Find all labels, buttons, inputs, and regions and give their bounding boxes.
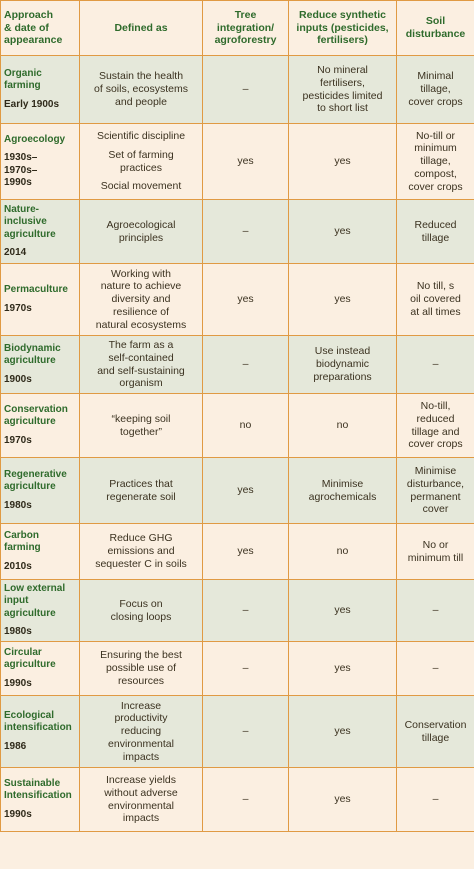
header-tree-integration: Tree integration/ agroforestry <box>203 1 289 56</box>
cell-soil-disturbance: No or minimum till <box>397 524 474 580</box>
cell-defined-as: Scientific discipline Set of farming practices Social movement <box>80 124 203 200</box>
approach-name: Conservation agriculture <box>4 404 68 428</box>
cell-defined-as: Focus on closing loops <box>80 580 203 642</box>
table-row <box>1 394 474 458</box>
cell-soil-disturbance: Minimal tillage, cover crops <box>397 56 474 124</box>
cell-defined-as: “keeping soil together” <box>80 394 203 458</box>
approach-date: 1930s– 1970s– 1990s <box>4 152 38 188</box>
approach-name: Nature- inclusive agriculture <box>4 204 56 240</box>
cell-soil-disturbance: Minimise disturbance, permanent cover <box>397 458 474 524</box>
cell-tree-integration: – <box>203 56 289 124</box>
cell-approach <box>1 696 80 768</box>
cell-tree-integration: yes <box>203 264 289 336</box>
cell-defined-as: Reduce GHG emissions and sequester C in soils <box>80 524 203 580</box>
approach-name: Organic farming <box>4 68 42 92</box>
cell-soil-disturbance: No till, s oil covered at all times <box>397 264 474 336</box>
approach-name: Low external input agriculture <box>4 583 66 619</box>
cell-defined-as: The farm as a self-contained and self-sustaining organism <box>80 336 203 394</box>
table-body <box>1 56 474 832</box>
cell-approach <box>1 264 80 336</box>
approach-date: 1990s <box>4 808 32 820</box>
cell-approach <box>1 458 80 524</box>
cell-defined-as: Practices that regenerate soil <box>80 458 203 524</box>
approach-date: Early 1900s <box>4 98 60 110</box>
cell-soil-disturbance: – <box>397 580 474 642</box>
header-approach: Approach & date of appearance <box>1 1 80 56</box>
cell-soil-disturbance: Reduced tillage <box>397 200 474 264</box>
table-row <box>1 336 474 394</box>
cell-approach <box>1 394 80 458</box>
cell-reduce-synthetic-inputs: yes <box>289 768 397 832</box>
cell-approach <box>1 580 80 642</box>
approach-name: Agroecology <box>4 134 66 146</box>
cell-soil-disturbance: Conservation tillage <box>397 696 474 768</box>
header-soil-disturbance: Soil disturbance <box>397 1 474 56</box>
cell-approach <box>1 124 80 200</box>
table-row <box>1 264 474 336</box>
cell-defined-as: Agroecological principles <box>80 200 203 264</box>
cell-tree-integration: – <box>203 580 289 642</box>
cell-reduce-synthetic-inputs: yes <box>289 200 397 264</box>
cell-approach <box>1 56 80 124</box>
cell-tree-integration: yes <box>203 124 289 200</box>
cell-tree-integration: – <box>203 642 289 696</box>
table-row <box>1 458 474 524</box>
cell-reduce-synthetic-inputs: yes <box>289 696 397 768</box>
table-row <box>1 56 474 124</box>
table-row <box>1 580 474 642</box>
cell-tree-integration: – <box>203 200 289 264</box>
cell-approach <box>1 336 80 394</box>
approach-date: 2010s <box>4 560 32 572</box>
approach-date: 1900s <box>4 373 32 385</box>
cell-defined-as: Increase productivity reducing environmental impacts <box>80 696 203 768</box>
approach-date: 2014 <box>4 246 27 258</box>
table-row <box>1 524 474 580</box>
cell-tree-integration: – <box>203 768 289 832</box>
table-row <box>1 696 474 768</box>
cell-approach <box>1 200 80 264</box>
cell-reduce-synthetic-inputs: yes <box>289 642 397 696</box>
cell-reduce-synthetic-inputs: no <box>289 524 397 580</box>
table-row <box>1 768 474 832</box>
cell-reduce-synthetic-inputs: yes <box>289 264 397 336</box>
cell-defined-as: Increase yields without adverse environmental impacts <box>80 768 203 832</box>
approach-date: 1980s <box>4 499 32 511</box>
table-row <box>1 124 474 200</box>
header-reduce-synthetic-inputs: Reduce synthetic inputs (pesticides, fertilisers) <box>289 1 397 56</box>
cell-soil-disturbance: – <box>397 336 474 394</box>
cell-soil-disturbance: No-till or minimum tillage, compost, cover crops <box>397 124 474 200</box>
cell-soil-disturbance: No-till, reduced tillage and cover crops <box>397 394 474 458</box>
cell-defined-as: Ensuring the best possible use of resources <box>80 642 203 696</box>
approach-name: Circular agriculture <box>4 647 56 671</box>
approach-date: 1986 <box>4 740 27 752</box>
approach-name: Biodynamic agriculture <box>4 343 61 367</box>
approach-name: Permaculture <box>4 284 68 296</box>
cell-approach <box>1 768 80 832</box>
header-defined-as: Defined as <box>80 1 203 56</box>
cell-tree-integration: – <box>203 336 289 394</box>
table-row <box>1 200 474 264</box>
cell-reduce-synthetic-inputs: yes <box>289 580 397 642</box>
cell-defined-as: Sustain the health of soils, ecosystems and people <box>80 56 203 124</box>
approach-name: Regenerative agriculture <box>4 469 67 493</box>
cell-defined-as: Working with nature to achieve diversity and resilience of natural ecosystems <box>80 264 203 336</box>
header-row <box>1 1 474 56</box>
cell-soil-disturbance: – <box>397 768 474 832</box>
approach-date: 1980s <box>4 625 32 637</box>
cell-reduce-synthetic-inputs: No mineral fertilisers, pesticides limited to short list <box>289 56 397 124</box>
approach-date: 1970s <box>4 434 32 446</box>
cell-tree-integration: yes <box>203 524 289 580</box>
cell-approach <box>1 524 80 580</box>
cell-tree-integration: – <box>203 696 289 768</box>
approach-name: Carbon farming <box>4 530 41 554</box>
table-row <box>1 642 474 696</box>
cell-soil-disturbance: – <box>397 642 474 696</box>
approach-name: Sustainable Intensification <box>4 778 72 802</box>
cell-reduce-synthetic-inputs: yes <box>289 124 397 200</box>
cell-tree-integration: yes <box>203 458 289 524</box>
approach-date: 1970s <box>4 302 32 314</box>
cell-tree-integration: no <box>203 394 289 458</box>
cell-reduce-synthetic-inputs: Use instead biodynamic preparations <box>289 336 397 394</box>
cell-reduce-synthetic-inputs: no <box>289 394 397 458</box>
approach-date: 1990s <box>4 677 32 689</box>
approach-name: Ecological intensification <box>4 710 72 734</box>
cell-approach <box>1 642 80 696</box>
cell-reduce-synthetic-inputs: Minimise agrochemicals <box>289 458 397 524</box>
